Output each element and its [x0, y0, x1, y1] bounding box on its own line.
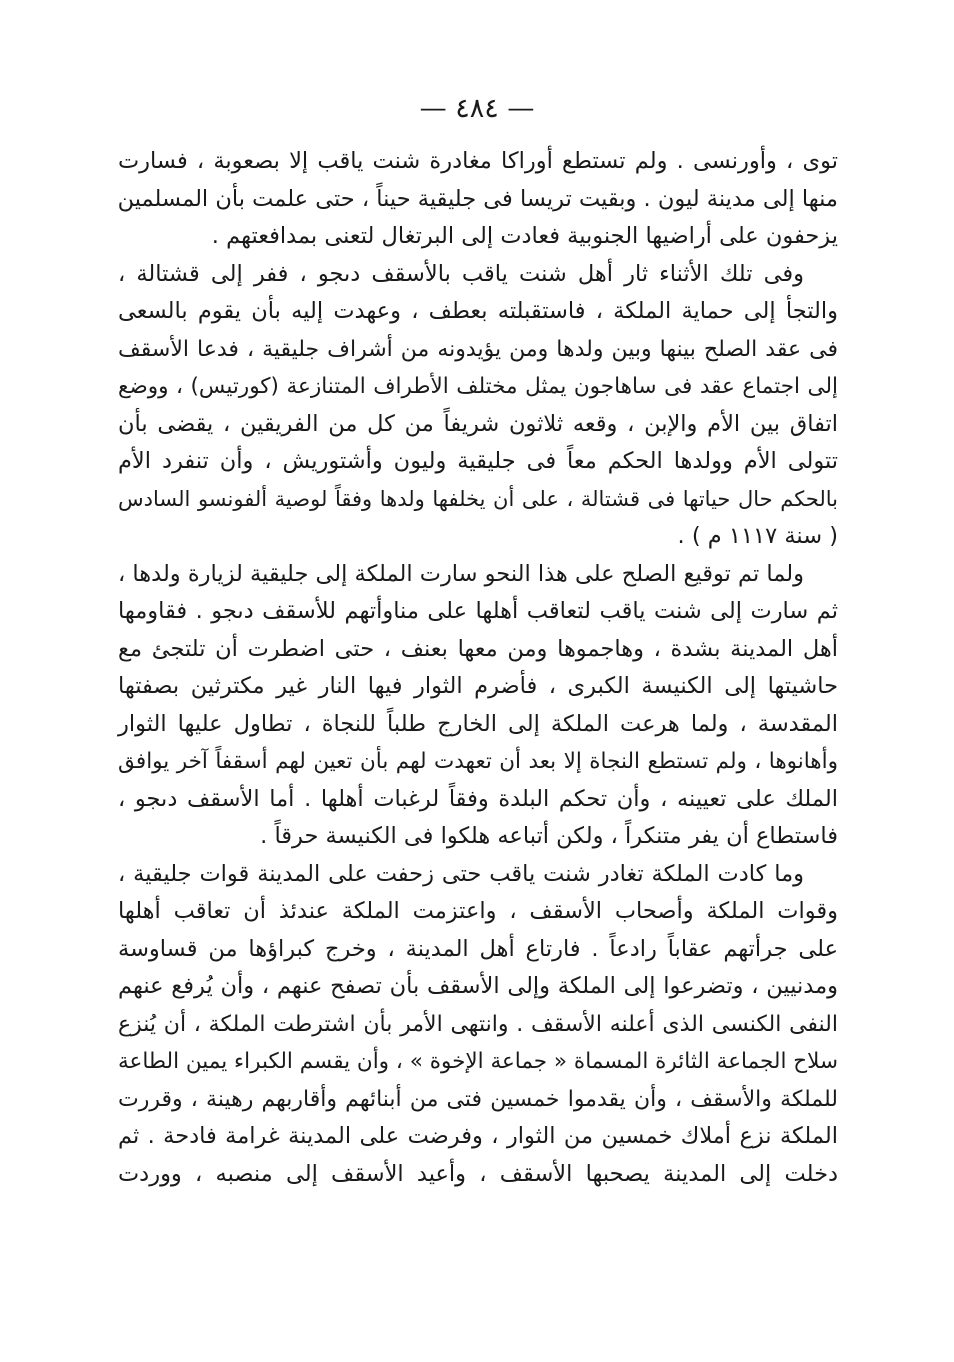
- text-line: والتجأ إلى حماية الملكة ، فاستقبلته بعطف ، وعهدت إليه بأن يقوم بالسعى: [118, 298, 838, 324]
- text-line: للملكة والأسقف ، وأن يقدموا خمسين فتى من أبنائهم وأقاربهم رهينة ، وقررت: [118, 1086, 838, 1112]
- page-number: — ٤٨٤ —: [419, 93, 535, 124]
- text-line: أهل المدينة بشدة ، وهاجموها ومن معها بعنف ، حتى اضطرت أن تلتجئ مع: [118, 635, 838, 662]
- text-line: الملكة نزع أملاك خمسين من الثوار ، وفرضت على المدينة غرامة فادحة . ثم: [118, 1123, 838, 1149]
- paragraph-3: [118, 556, 838, 856]
- text-line: ومدنيين ، وتضرعوا إلى الملكة وإلى الأسقف بأن تصفح عنهم ، وأن يُرفع عنهم: [118, 973, 838, 999]
- text-line: وفى تلك الأثناء ثار أهل شنت ياقب بالأسقف دىجو ، ففر إلى قشتالة ،: [118, 260, 804, 287]
- text-line: توى ، وأورنسى . ولم تستطع أوراكا مغادرة شنت ياقب إلا بصعوبة ، فسارت: [118, 148, 838, 174]
- text-line: وأهانوها ، ولم تستطع النجاة إلا بعد أن تعهدت لهم بأن تعين لهم أسقفاً آخر يوافق: [118, 749, 838, 774]
- text-line: حاشيتها إلى الكنيسة الكبرى ، فأضرم الثوار فيها النار غير مكترثين بصفتها: [118, 673, 838, 699]
- text-line: النفى الكنسى الذى أعلنه الأسقف . وانتهى الأمر بأن اشترطت الملكة ، أن يُنزع: [118, 1011, 838, 1037]
- text-line: اتفاق بين الأم والإبن ، وقعه ثلاثون شريفاً من كل من الفريقين ، يقضى بأن: [118, 410, 838, 437]
- text-line: وقوات الملكة وأصحاب الأسقف ، واعتزمت الملكة عندئذ أن تعاقب أهلها: [118, 898, 838, 924]
- text-line: المقدسة ، ولما هرعت الملكة إلى الخارج طلباً للنجاة ، تطاول عليها الثوار: [118, 710, 838, 737]
- text-line: يزحفون على أراضيها الجنوبية فعادت إلى البرتغال لتعنى بمدافعتهم .: [211, 223, 838, 249]
- text-line: وما كادت الملكة تغادر شنت ياقب حتى زحفت على المدينة قوات جليقية ،: [118, 860, 804, 887]
- text-line: فاستطاع أن يفر متنكراً ، ولكن أتباعه هلكوا فى الكنيسة حرقاً .: [260, 823, 838, 849]
- body-text: [118, 143, 838, 1193]
- paragraph-2: [118, 256, 838, 556]
- text-line: ثم سارت إلى شنت ياقب لتعاقب أهلها على مناوأتهم للأسقف دىجو . فقاومها: [118, 598, 838, 624]
- paragraph-1: [118, 143, 838, 256]
- paragraph-4: [118, 856, 838, 1194]
- text-line: الملك على تعيينه ، وأن تحكم البلدة وفقاً لرغبات أهلها . أما الأسقف دىجو ،: [118, 785, 838, 812]
- text-line: دخلت إلى المدينة يصحبها الأسقف ، وأعيد الأسقف إلى منصبه ، ووردت: [118, 1160, 838, 1187]
- text-line: إلى اجتماع عقد فى ساهاجون يمثل مختلف الأطراف المتنازعة (كورتيس) ، ووضع: [118, 374, 838, 399]
- text-line: تتولى الأم وولدها الحكم معاً فى جليقية وليون وأشتوريش ، وأن تنفرد الأم: [118, 448, 838, 474]
- text-line: ولما تم توقيع الصلح على هذا النحو سارت الملكة إلى جليقية لزيارة ولدها ،: [118, 560, 804, 587]
- text-line: ( سنة ١١١٧ م ) .: [677, 523, 838, 549]
- text-line: منها إلى مدينة ليون . وبقيت تريسا فى جليقية حيناً ، حتى علمت بأن المسلمين: [117, 185, 838, 212]
- text-line: على جرأتهم عقاباً رادعاً . فارتاع أهل المدينة ، وخرج كبراؤها من قساوسة: [118, 935, 838, 962]
- text-line: بالحكم حال حياتها فى قشتالة ، على أن يخلفها ولدها وفقاً لوصية ألفونسو السادس: [118, 486, 838, 511]
- text-line: فى عقد الصلح بينها وبين ولدها ومن يؤيدونه من أشراف جليقية ، فدعا الأسقف: [118, 336, 838, 362]
- text-line: سلاح الجماعة الثائرة المسماة « جماعة الإخوة » ، وأن يقسم الكبراء يمين الطاعة: [118, 1049, 838, 1074]
